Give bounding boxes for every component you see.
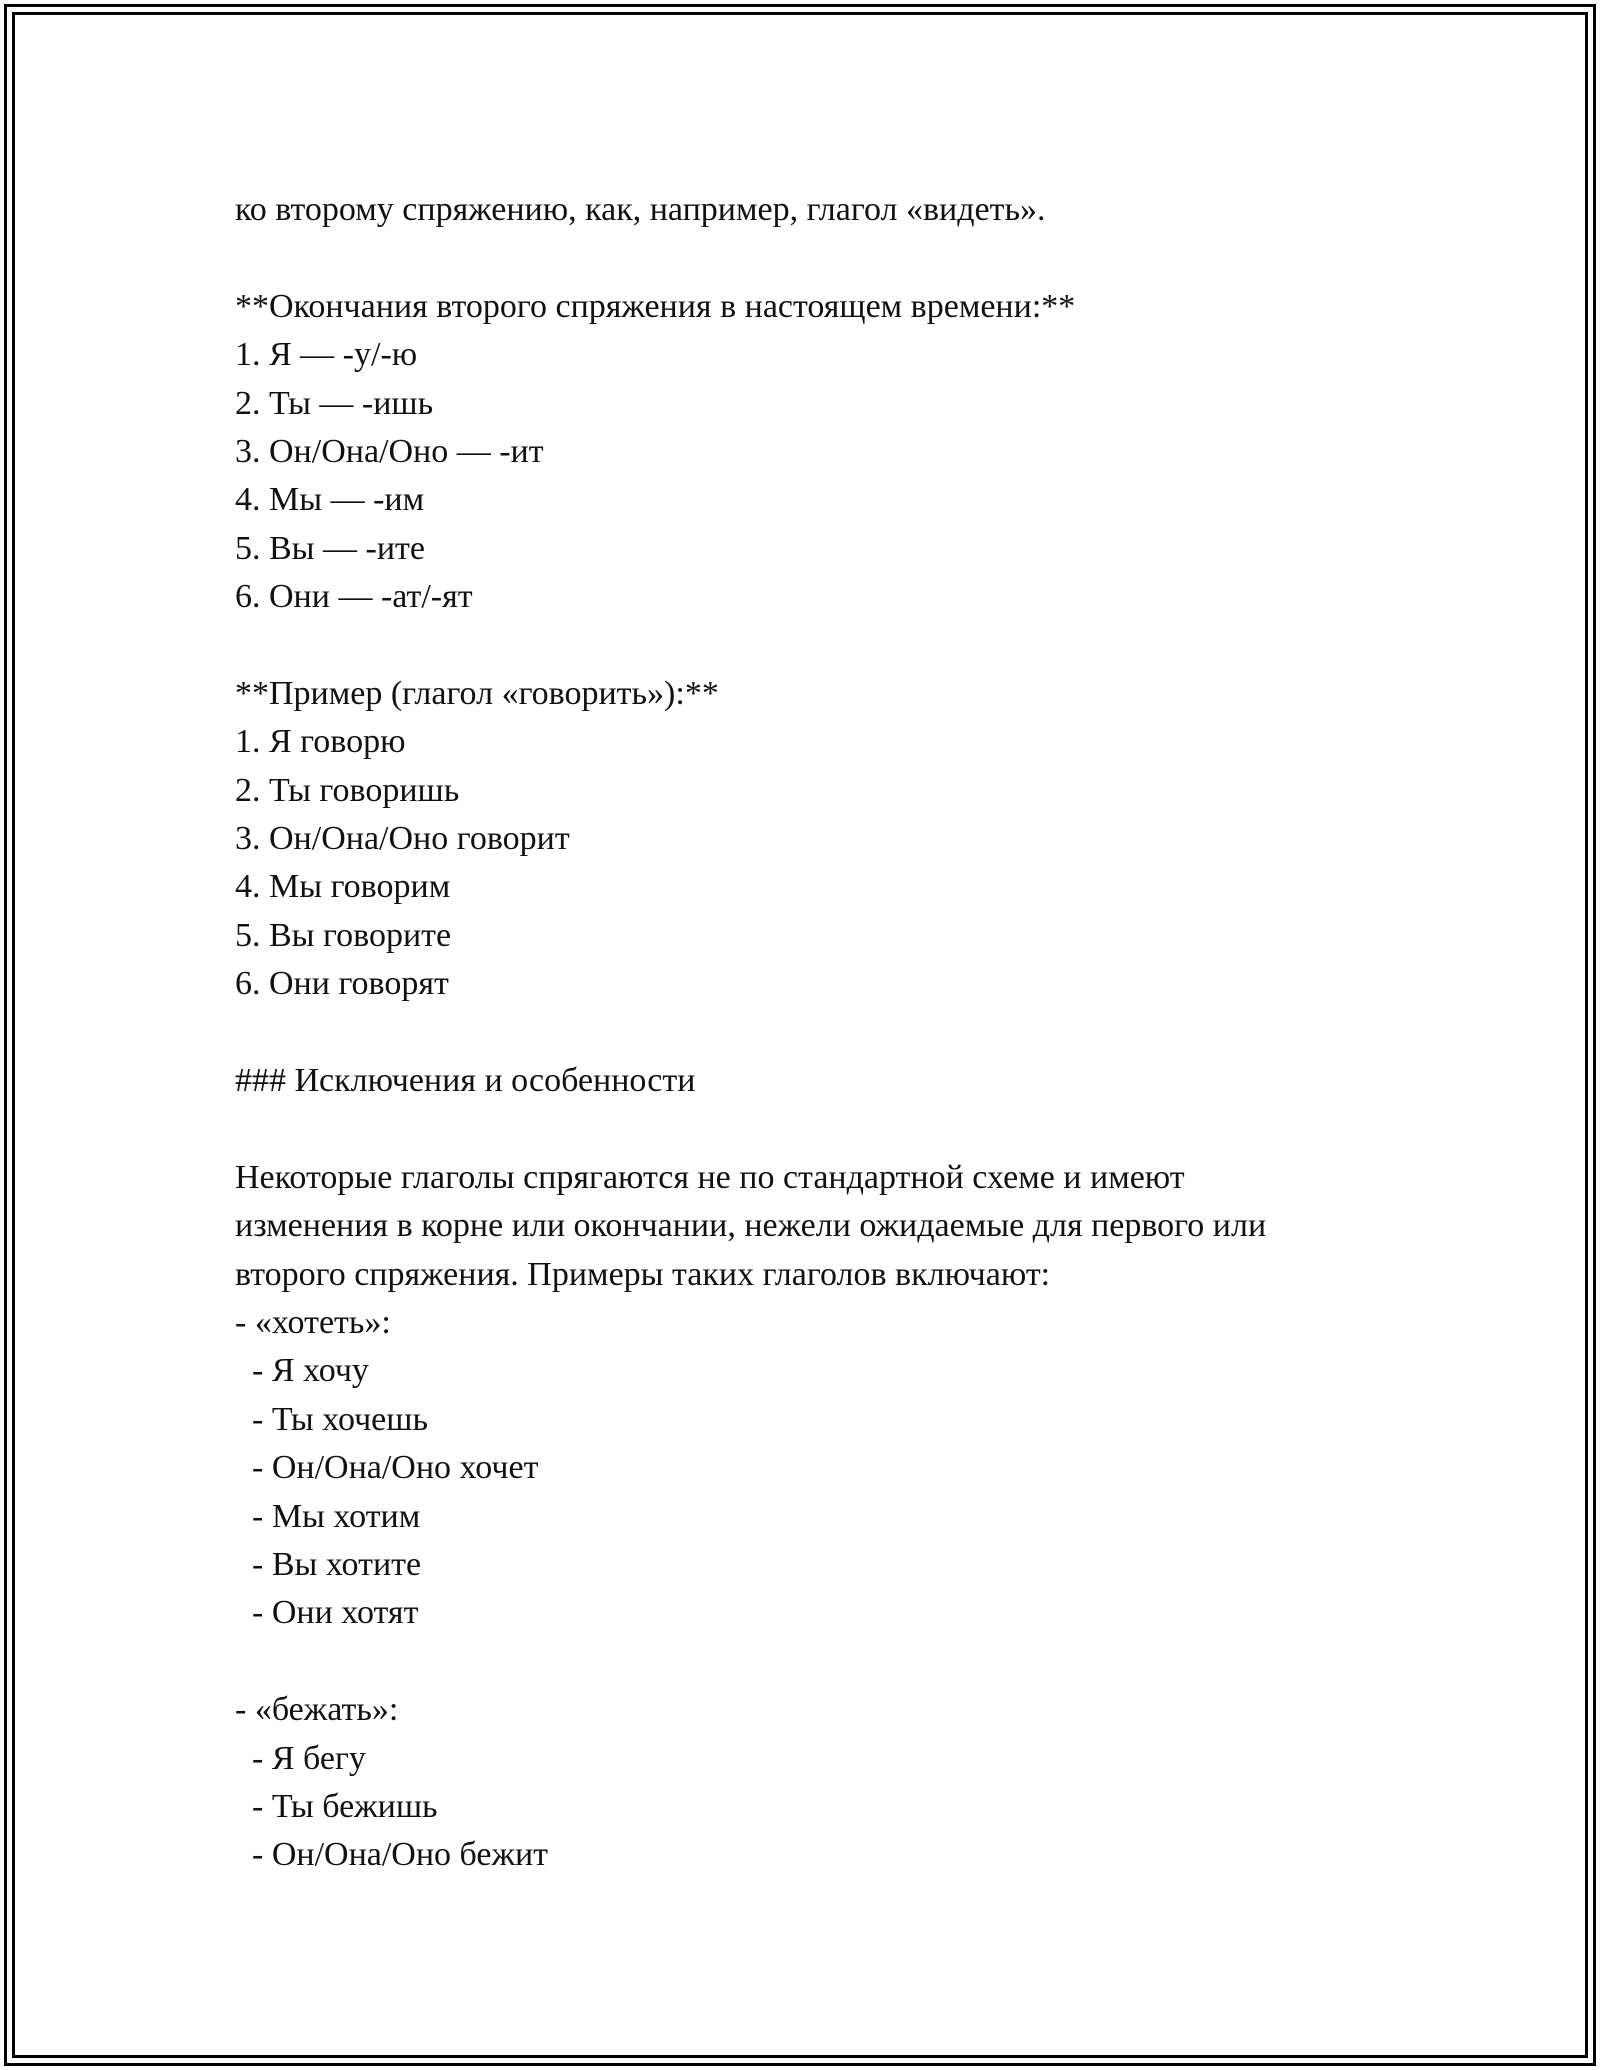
verb-label-bezhat: - «бежать»: — [235, 1691, 399, 1729]
example-item: 6. Они говорят — [235, 965, 449, 1003]
blank-line — [235, 1638, 1395, 1686]
document-body — [235, 186, 1395, 1880]
ending-item: 4. Мы — -им — [235, 481, 425, 519]
ending-item: 5. Вы — -ите — [235, 529, 425, 567]
example-item: 2. Ты говоришь — [235, 771, 460, 809]
verb-form: - Он/Она/Оно хочет — [235, 1449, 539, 1487]
verb-label-hotet: - «хотеть»: — [235, 1303, 391, 1341]
blank-line — [235, 234, 1395, 282]
example-item: 4. Мы говорим — [235, 868, 451, 906]
verb-form: - Они хотят — [235, 1594, 419, 1632]
blank-line — [235, 1105, 1395, 1153]
paragraph-line: изменения в корне или окончании, нежели ожидаемые для первого или — [235, 1207, 1267, 1245]
ending-item: 6. Они — -ат/-ят — [235, 578, 473, 616]
blank-line — [235, 622, 1395, 670]
example-heading: **Пример (глагол «говорить»):** — [235, 674, 719, 712]
paragraph-line: Некоторые глаголы спрягаются не по стандартной схеме и имеют — [235, 1158, 1185, 1196]
verb-form: - Ты хочешь — [235, 1400, 428, 1438]
verb-form: - Он/Она/Оно бежит — [235, 1836, 549, 1874]
ending-item: 2. Ты — -ишь — [235, 384, 434, 422]
verb-form: - Вы хотите — [235, 1545, 422, 1583]
example-item: 1. Я говорю — [235, 723, 406, 761]
intro-line: ко второму спряжению, как, например, глагол «видеть». — [235, 191, 1046, 228]
example-item: 3. Он/Она/Оно говорит — [235, 820, 570, 858]
verb-form: - Ты бежишь — [235, 1787, 438, 1825]
exceptions-heading: ### Исключения и особенности — [235, 1062, 696, 1100]
verb-form: - Я хочу — [235, 1352, 369, 1390]
paragraph-line: второго спряжения. Примеры таких глаголов включают: — [235, 1255, 1051, 1293]
endings-heading: **Окончания второго спряжения в настоящем времени:** — [235, 287, 1076, 325]
ending-item: 1. Я — -у/-ю — [235, 336, 418, 374]
verb-form: - Мы хотим — [235, 1497, 421, 1535]
verb-form: - Я бегу — [235, 1739, 366, 1777]
ending-item: 3. Он/Она/Оно — -ит — [235, 432, 544, 470]
blank-line — [235, 1009, 1395, 1057]
example-item: 5. Вы говорите — [235, 916, 452, 954]
